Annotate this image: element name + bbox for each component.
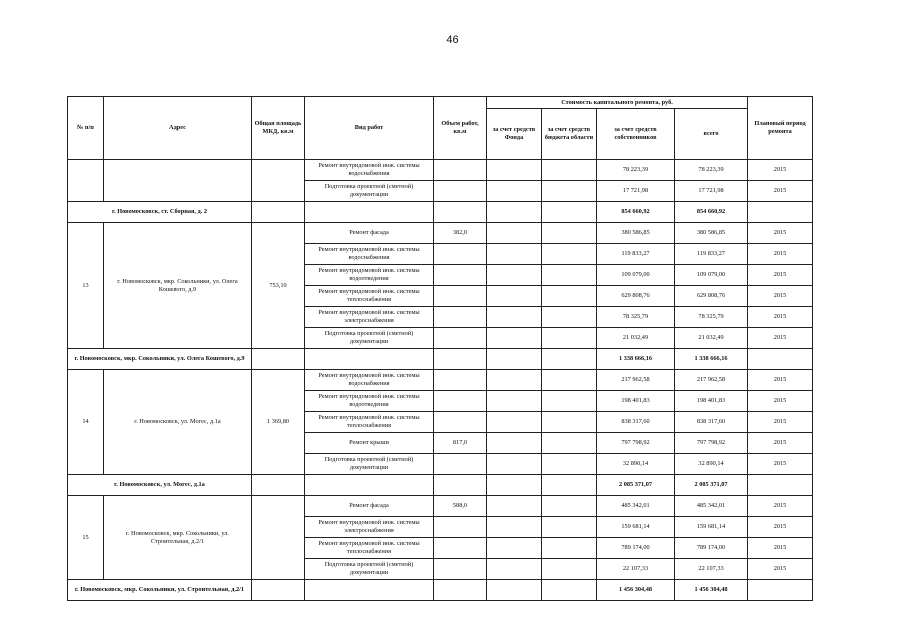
- subtotal-address-cell: г. Новомосковск, мкр. Сокольники, ул. Строительная, д.2/1: [68, 580, 252, 601]
- total-cost-cell: 797 798,92: [675, 433, 748, 454]
- region-budget-cell: [542, 559, 597, 580]
- header-volume: Объем работ, кв.м: [434, 97, 487, 160]
- subtotal-area-cell: [252, 580, 305, 601]
- subtotal-work-cell: [305, 349, 434, 370]
- owners-cost-cell: 789 174,00: [597, 538, 675, 559]
- owners-cost-cell: 78 325,79: [597, 307, 675, 328]
- region-budget-cell: [542, 286, 597, 307]
- period-cell: 2015: [748, 454, 813, 475]
- work-type-cell: Ремонт внутридомовой инж. системы водоснабжения: [305, 370, 434, 391]
- subtotal-area-cell: [252, 475, 305, 496]
- num-cell: [68, 160, 104, 202]
- fund-cell: [487, 328, 542, 349]
- capital-repair-table: [67, 96, 813, 601]
- total-cost-cell: 21 032,49: [675, 328, 748, 349]
- fund-cell: [487, 391, 542, 412]
- work-type-cell: Ремонт крыши: [305, 433, 434, 454]
- period-cell: 2015: [748, 412, 813, 433]
- owners-cost-cell: 32 890,14: [597, 454, 675, 475]
- volume-cell: [434, 517, 487, 538]
- subtotal-owners-cell: 1 456 304,48: [597, 580, 675, 601]
- fund-cell: [487, 433, 542, 454]
- table-row: [68, 496, 813, 517]
- owners-cost-cell: 159 681,14: [597, 517, 675, 538]
- period-cell: 2015: [748, 517, 813, 538]
- subtotal-row: [68, 202, 813, 223]
- subtotal-period-cell: [748, 202, 813, 223]
- work-type-cell: Ремонт внутридомовой инж. системы теплоснабжения: [305, 412, 434, 433]
- region-budget-cell: [542, 265, 597, 286]
- subtotal-fund-cell: [487, 202, 542, 223]
- work-type-cell: Ремонт фасада: [305, 496, 434, 517]
- work-type-cell: Ремонт внутридомовой инж. системы теплоснабжения: [305, 286, 434, 307]
- total-cost-cell: 198 401,83: [675, 391, 748, 412]
- region-budget-cell: [542, 181, 597, 202]
- work-type-cell: Ремонт внутридомовой инж. системы электроснабжения: [305, 517, 434, 538]
- period-cell: 2015: [748, 391, 813, 412]
- region-budget-cell: [542, 328, 597, 349]
- work-type-cell: Подготовка проектной (сметной) документации: [305, 559, 434, 580]
- owners-cost-cell: 22 107,33: [597, 559, 675, 580]
- volume-cell: [434, 412, 487, 433]
- area-cell: 1 369,80: [252, 370, 305, 475]
- header-owners: за счет средств собственников: [597, 109, 675, 160]
- subtotal-owners-cell: 854 660,92: [597, 202, 675, 223]
- work-type-cell: Ремонт внутридомовой инж. системы электроснабжения: [305, 307, 434, 328]
- page-number: 46: [446, 34, 459, 46]
- owners-cost-cell: 217 962,58: [597, 370, 675, 391]
- owners-cost-cell: 119 833,27: [597, 244, 675, 265]
- fund-cell: [487, 307, 542, 328]
- volume-cell: 382,0: [434, 223, 487, 244]
- header-cost-group: Стоимость капитального ремонта, руб.: [487, 97, 748, 109]
- owners-cost-cell: 797 798,92: [597, 433, 675, 454]
- work-type-cell: Ремонт фасада: [305, 223, 434, 244]
- period-cell: 2015: [748, 181, 813, 202]
- region-budget-cell: [542, 433, 597, 454]
- subtotal-address-cell: г. Новомосковск, ул. Могес, д.1а: [68, 475, 252, 496]
- period-cell: 2015: [748, 286, 813, 307]
- region-budget-cell: [542, 496, 597, 517]
- subtotal-row: [68, 580, 813, 601]
- fund-cell: [487, 181, 542, 202]
- volume-cell: [434, 538, 487, 559]
- work-type-cell: Подготовка проектной (сметной) документации: [305, 328, 434, 349]
- table-row: [68, 223, 813, 244]
- period-cell: 2015: [748, 244, 813, 265]
- period-cell: 2015: [748, 538, 813, 559]
- subtotal-total-cell: 1 338 666,16: [675, 349, 748, 370]
- subtotal-region-cell: [542, 580, 597, 601]
- fund-cell: [487, 160, 542, 181]
- region-budget-cell: [542, 307, 597, 328]
- subtotal-address-cell: г. Новомосковск, мкр. Сокольники, ул. Олега Кошевого, д.9: [68, 349, 252, 370]
- work-type-cell: Ремонт внутридомовой инж. системы водоотведения: [305, 265, 434, 286]
- owners-cost-cell: 198 401,83: [597, 391, 675, 412]
- region-budget-cell: [542, 223, 597, 244]
- owners-cost-cell: 21 032,49: [597, 328, 675, 349]
- volume-cell: [434, 307, 487, 328]
- work-type-cell: Ремонт внутридомовой инж. системы теплоснабжения: [305, 538, 434, 559]
- subtotal-work-cell: [305, 202, 434, 223]
- volume-cell: [434, 328, 487, 349]
- subtotal-period-cell: [748, 475, 813, 496]
- fund-cell: [487, 370, 542, 391]
- total-cost-cell: 119 833,27: [675, 244, 748, 265]
- subtotal-work-cell: [305, 580, 434, 601]
- region-budget-cell: [542, 370, 597, 391]
- subtotal-period-cell: [748, 349, 813, 370]
- total-cost-cell: 789 174,00: [675, 538, 748, 559]
- volume-cell: [434, 181, 487, 202]
- period-cell: 2015: [748, 328, 813, 349]
- work-type-cell: Ремонт внутридомовой инж. системы водоснабжения: [305, 160, 434, 181]
- subtotal-total-cell: 1 456 304,48: [675, 580, 748, 601]
- region-budget-cell: [542, 517, 597, 538]
- period-cell: 2015: [748, 223, 813, 244]
- address-cell: г. Новомосковск, мкр. Сокольники, ул. Олега Кошевого, д.9: [104, 223, 252, 349]
- owners-cost-cell: 838 317,60: [597, 412, 675, 433]
- fund-cell: [487, 517, 542, 538]
- region-budget-cell: [542, 412, 597, 433]
- volume-cell: [434, 391, 487, 412]
- address-cell: г. Новомосковск, ул. Могес, д.1а: [104, 370, 252, 475]
- num-cell: 13: [68, 223, 104, 349]
- header-work-type: Вид работ: [305, 97, 434, 160]
- fund-cell: [487, 265, 542, 286]
- subtotal-address-cell: г. Новомосковск, ст. Сборная, д. 2: [68, 202, 252, 223]
- volume-cell: [434, 454, 487, 475]
- header-area: Общая площадь МКД, кв.м: [252, 97, 305, 160]
- owners-cost-cell: 78 223,39: [597, 160, 675, 181]
- total-cost-cell: 380 586,85: [675, 223, 748, 244]
- volume-cell: 588,0: [434, 496, 487, 517]
- subtotal-owners-cell: 1 338 666,16: [597, 349, 675, 370]
- owners-cost-cell: 629 808,76: [597, 286, 675, 307]
- subtotal-area-cell: [252, 349, 305, 370]
- region-budget-cell: [542, 538, 597, 559]
- subtotal-volume-cell: [434, 349, 487, 370]
- subtotal-volume-cell: [434, 580, 487, 601]
- subtotal-fund-cell: [487, 349, 542, 370]
- period-cell: 2015: [748, 433, 813, 454]
- total-cost-cell: 838 317,60: [675, 412, 748, 433]
- subtotal-row: [68, 475, 813, 496]
- region-budget-cell: [542, 160, 597, 181]
- region-budget-cell: [542, 244, 597, 265]
- header-region-budget: за счет средств бюджета области: [542, 109, 597, 160]
- fund-cell: [487, 244, 542, 265]
- total-cost-cell: 22 107,33: [675, 559, 748, 580]
- fund-cell: [487, 559, 542, 580]
- fund-cell: [487, 496, 542, 517]
- region-budget-cell: [542, 391, 597, 412]
- work-type-cell: Ремонт внутридомовой инж. системы водоснабжения: [305, 244, 434, 265]
- period-cell: 2015: [748, 496, 813, 517]
- subtotal-fund-cell: [487, 580, 542, 601]
- subtotal-area-cell: [252, 202, 305, 223]
- header-address: Адрес: [104, 97, 252, 160]
- total-cost-cell: 17 721,98: [675, 181, 748, 202]
- header-num: № п/п: [68, 97, 104, 160]
- volume-cell: [434, 160, 487, 181]
- subtotal-period-cell: [748, 580, 813, 601]
- total-cost-cell: 485 342,01: [675, 496, 748, 517]
- subtotal-total-cell: 2 085 371,07: [675, 475, 748, 496]
- volume-cell: 817,0: [434, 433, 487, 454]
- table-row: [68, 160, 813, 181]
- subtotal-volume-cell: [434, 202, 487, 223]
- owners-cost-cell: 17 721,98: [597, 181, 675, 202]
- total-cost-cell: 78 223,39: [675, 160, 748, 181]
- volume-cell: [434, 559, 487, 580]
- area-cell: [252, 496, 305, 580]
- subtotal-region-cell: [542, 202, 597, 223]
- subtotal-region-cell: [542, 349, 597, 370]
- fund-cell: [487, 223, 542, 244]
- volume-cell: [434, 244, 487, 265]
- period-cell: 2015: [748, 160, 813, 181]
- period-cell: 2015: [748, 307, 813, 328]
- area-cell: 753,10: [252, 223, 305, 349]
- region-budget-cell: [542, 454, 597, 475]
- subtotal-fund-cell: [487, 475, 542, 496]
- volume-cell: [434, 286, 487, 307]
- total-cost-cell: 159 681,14: [675, 517, 748, 538]
- period-cell: 2015: [748, 370, 813, 391]
- owners-cost-cell: 380 586,85: [597, 223, 675, 244]
- fund-cell: [487, 454, 542, 475]
- subtotal-total-cell: 854 660,92: [675, 202, 748, 223]
- total-cost-cell: 32 890,14: [675, 454, 748, 475]
- subtotal-volume-cell: [434, 475, 487, 496]
- header-period: Плановый период ремонта: [748, 97, 813, 160]
- period-cell: 2015: [748, 265, 813, 286]
- fund-cell: [487, 412, 542, 433]
- period-cell: 2015: [748, 559, 813, 580]
- total-cost-cell: 217 962,58: [675, 370, 748, 391]
- subtotal-row: [68, 349, 813, 370]
- total-cost-cell: 109 079,00: [675, 265, 748, 286]
- subtotal-region-cell: [542, 475, 597, 496]
- total-cost-cell: 78 325,79: [675, 307, 748, 328]
- num-cell: 15: [68, 496, 104, 580]
- owners-cost-cell: 485 342,01: [597, 496, 675, 517]
- total-cost-cell: 629 808,76: [675, 286, 748, 307]
- fund-cell: [487, 286, 542, 307]
- header-total: всего: [675, 109, 748, 160]
- address-cell: [104, 160, 252, 202]
- work-type-cell: Подготовка проектной (сметной) документации: [305, 181, 434, 202]
- header-fund: за счет средств Фонда: [487, 109, 542, 160]
- work-type-cell: Ремонт внутридомовой инж. системы водоотведения: [305, 391, 434, 412]
- area-cell: [252, 160, 305, 202]
- owners-cost-cell: 109 079,00: [597, 265, 675, 286]
- work-type-cell: Подготовка проектной (сметной) документации: [305, 454, 434, 475]
- volume-cell: [434, 370, 487, 391]
- fund-cell: [487, 538, 542, 559]
- num-cell: 14: [68, 370, 104, 475]
- table-row: [68, 370, 813, 391]
- address-cell: г. Новомосковск, мкр. Сокольники, ул. Строительная, д.2/1: [104, 496, 252, 580]
- subtotal-work-cell: [305, 475, 434, 496]
- subtotal-owners-cell: 2 085 371,07: [597, 475, 675, 496]
- volume-cell: [434, 265, 487, 286]
